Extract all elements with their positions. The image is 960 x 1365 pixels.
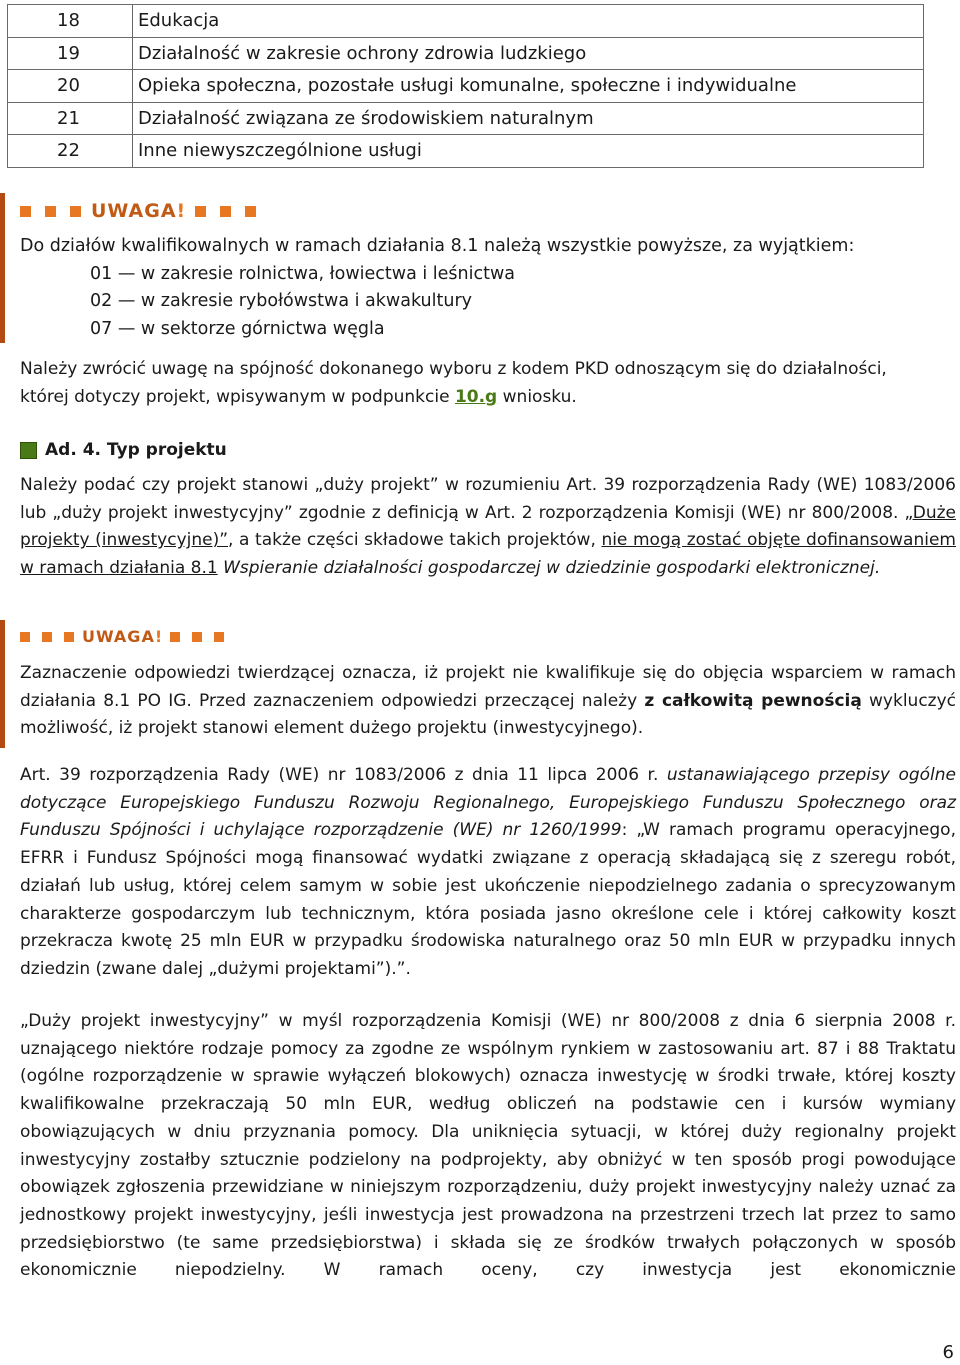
uwaga-exclamation: ! [154,627,163,646]
green-square-icon [20,442,37,459]
orange-square-icon [45,206,56,217]
row-number: 22 [8,135,133,168]
paragraph-text: Wspieranie działalności gospodarczej w dziedzinie gospodarki elektronicznej. [217,558,881,579]
excluded-item: 07 — w sektorze górnictwa węgla [90,319,385,339]
pkd-note-text: której dotyczy projekt, wpisywanym w podpunkcie [20,387,455,407]
paragraph-text: Zaznaczenie odpowiedzi twierdzącej oznacza, iż projekt nie kwalifikuje się do objęcia wsparciem w ramach działania 8.1 PO IG. Przed zaznaczeniem odpowiedzi przeczącej należy [20,663,956,711]
uwaga-exclamation: ! [176,200,186,222]
note-side-bar [0,620,5,748]
orange-square-icon [64,632,74,642]
orange-square-icon [20,206,31,217]
section-title: Ad. 4. Typ projektu [45,440,227,460]
uwaga-label: UWAGA [82,627,155,646]
orange-square-icon [170,632,180,642]
sector-table [7,4,924,168]
excluded-item: 01 — w zakresie rolnictwa, łowiectwa i leśnictwa [90,264,516,284]
row-number: 20 [8,70,133,103]
uwaga-banner-1 [20,200,256,222]
uwaga-label: UWAGA [91,200,177,222]
row-label: Inne niewyszczególnione usługi [133,135,924,168]
art39-paragraph [20,762,956,984]
row-label: Opieka społeczna, pozostałe usługi komunalne, społeczne i indywidualne [133,70,924,103]
table-row [8,135,924,168]
large-investment-paragraph [20,1008,956,1285]
note-side-bar [0,193,5,343]
paragraph-text: „Duży projekt inwestycyjny” w myśl rozporządzenia Komisji (WE) nr 800/2008 z dnia 6 sierpnia 2008 r. uznającego niektóre rodzaje pomocy za zgodne ze wspólnym rynkiem w zastosowaniu art. 87 i 88 Traktatu (ogólne rozporządzenie w sprawie wyłączeń blokowych) oznacza inwestycję w środki trwałe, której koszty kwalifikowalne przekraczają 50 mln EUR, według obliczeń na podstawie cen i kursów wymiany obowiązujących w dniu przyznania pomocy. Dla uniknięcia sytuacji, w której duży regionalny projekt inwestycyjny zostałby sztucznie podzielony na podprojekty, aby obniżyć w ten sposób progi powodujące obowiązek zgłoszenia przewidziane w niniejszym rozporządzeniu, duży projekt inwestycyjny należy uznać za jednostkowy projekt inwestycyjny, jeśli inwestycja jest prowadzona na przestrzeni trzech lat przez to samo przedsiębiorstwo (te same przedsiębiorstwa) i składa się ze środków trwałych połączonych w sposób ekonomicznie niepodzielny. W ramach oceny, czy inwestycja jest ekonomicznie [20,1011,956,1281]
orange-square-icon [42,632,52,642]
row-label: Działalność związana ze środowiskiem naturalnym [133,102,924,135]
row-number: 21 [8,102,133,135]
table-row [8,5,924,38]
row-label: Działalność w zakresie ochrony zdrowia ludzkiego [133,37,924,70]
orange-square-icon [192,632,202,642]
uwaga-banner-2 [20,627,224,646]
paragraph-text: wykluczyć możliwość, iż projekt stanowi element dużego projektu (inwestycyjnego). [20,690,957,739]
table-row [8,37,924,70]
row-number: 18 [8,5,133,38]
row-label: Edukacja [133,5,924,38]
field-reference-link[interactable]: 10.g [454,387,498,407]
pkd-note-line1: Należy zwrócić uwagę na spójność dokonanego wyboru z kodem PKD odnoszącym się do działalności, [20,359,887,379]
pkd-note-line2 [20,387,577,407]
paragraph-text: : „W ramach programu operacyjnego, EFRR i Fundusz Spójności mogą finansować wydatki związane z operacją składającą się z szeregu robót, działań lub usług, której celem samym w sobie jest ukończenie niepodzielnego zadania o sprecyzowanym charakterze gospodarczym lub technicznym, która posiada jasno określone cele i której całkowity koszt przekracza kwotę 25 mln EUR w przypadku środowiska naturalnego oraz 50 mln EUR w przypadku innych dziedzin (zwane dalej „dużymi projektami”).”. [20,820,956,979]
paragraph-text: ustanawiającego przepisy ogólne dotyczące Europejskiego Funduszu Rozwoju Regionalnego, Europejskiego Funduszu Społecznego oraz Funduszu Spójności i uchylające rozporządzenie (WE) nr 1260/1999 [20,765,956,841]
paragraph-text: nie mogą zostać objęte dofinansowaniem w ramach działania 8.1 [20,530,956,579]
orange-square-icon [245,206,256,217]
orange-square-icon [220,206,231,217]
paragraph-text: „Duże projekty (inwestycyjne)” [20,502,956,551]
excluded-item: 02 — w zakresie rybołówstwa i akwakultury [90,291,473,311]
paragraph-text: z całkowitą pewnością [644,690,862,711]
row-number: 19 [8,37,133,70]
table-row [8,102,924,135]
paragraph-text: Art. 39 rozporządzenia Rady (WE) nr 1083/2006 z dnia 11 lipca 2006 r. [20,765,667,785]
paragraph-text: Należy podać czy projekt stanowi „duży projekt” w rozumieniu Art. 39 rozporządzenia Rady (WE) 1083/2006 lub „duży projekt inwestycyjny” zgodnie z definicją w Art. 2 rozporządzenia Komisji (WE) nr 800/2008. [20,475,956,523]
orange-square-icon [214,632,224,642]
orange-square-icon [195,206,206,217]
paragraph-text: , a także części składowe takich projektów, [228,530,602,551]
section-heading [20,440,227,460]
section-paragraph [20,472,956,583]
orange-square-icon [20,632,30,642]
table-row [8,70,924,103]
page-number: 6 [942,1342,954,1363]
pkd-note-text: wniosku. [497,387,577,407]
uwaga2-paragraph [20,660,956,743]
uwaga1-intro: Do działów kwalifikowalnych w ramach działania 8.1 należą wszystkie powyższe, za wyjątkiem: [20,236,855,256]
orange-square-icon [70,206,81,217]
